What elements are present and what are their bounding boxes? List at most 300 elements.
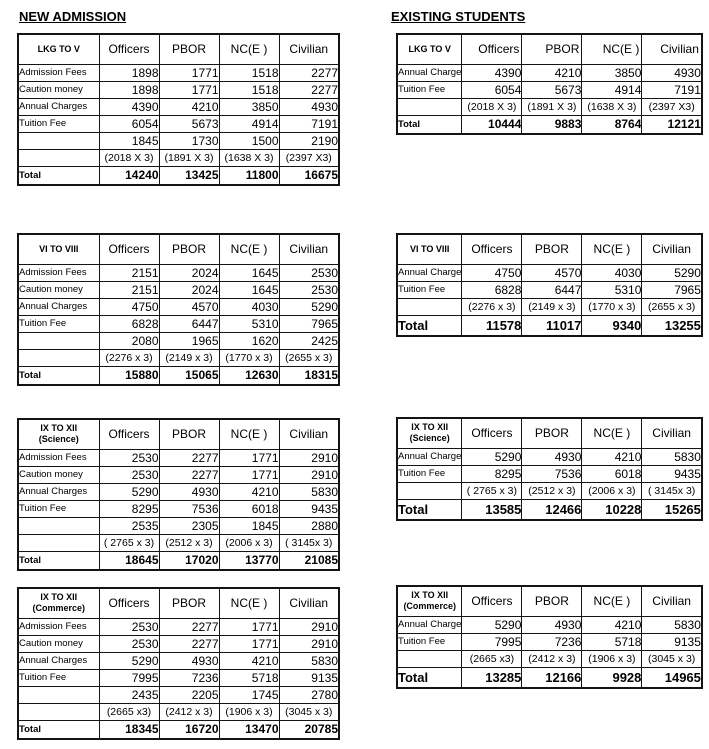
column-header: Officers bbox=[462, 418, 522, 448]
total-value: 20785 bbox=[279, 720, 339, 739]
corner-line: IX TO XII bbox=[40, 592, 78, 603]
fee-value: 7965 bbox=[642, 281, 702, 298]
fee-value: 1771 bbox=[159, 64, 219, 81]
fee-value: 5673 bbox=[159, 115, 219, 132]
row-label bbox=[18, 534, 99, 551]
fee-row bbox=[397, 281, 702, 298]
total-value: 13770 bbox=[219, 551, 279, 570]
column-header: Officers bbox=[462, 234, 522, 264]
multiplier-value: (1891 X 3) bbox=[522, 98, 582, 115]
fee-value: 4930 bbox=[642, 64, 702, 81]
table-corner-label bbox=[397, 418, 462, 448]
multiplier-value: (2412 x 3) bbox=[522, 650, 582, 667]
total-value: 9928 bbox=[582, 667, 642, 688]
total-label: Total bbox=[18, 551, 99, 570]
row-label: Annual Charge bbox=[397, 616, 462, 633]
fee-value: 4210 bbox=[582, 616, 642, 633]
row-label bbox=[18, 703, 99, 720]
row-label: Tuition Fee bbox=[18, 315, 99, 332]
column-header: NC(E ) bbox=[582, 418, 642, 448]
column-header: Officers bbox=[462, 586, 522, 616]
row-label: Admission Fees bbox=[18, 618, 99, 635]
total-value: 13585 bbox=[462, 499, 522, 520]
fee-value: 5310 bbox=[219, 315, 279, 332]
total-row bbox=[18, 720, 339, 739]
fee-value: 4570 bbox=[522, 264, 582, 281]
fee-value: 6828 bbox=[462, 281, 522, 298]
fee-value: 4210 bbox=[522, 64, 582, 81]
multiplier-row bbox=[18, 149, 339, 166]
row-label: Annual Charge bbox=[397, 64, 462, 81]
fee-row bbox=[18, 500, 339, 517]
fee-value: 2910 bbox=[279, 618, 339, 635]
fee-table-new-admission-ix-to-xii-science bbox=[17, 418, 340, 571]
column-header: PBOR bbox=[522, 418, 582, 448]
total-value: 18645 bbox=[99, 551, 159, 570]
fee-value: 5830 bbox=[279, 652, 339, 669]
fee-row bbox=[397, 81, 702, 98]
fee-row bbox=[18, 281, 339, 298]
column-header: Civilian bbox=[642, 234, 702, 264]
row-label bbox=[18, 349, 99, 366]
column-header: Civilian bbox=[279, 34, 339, 64]
fee-value: 6447 bbox=[159, 315, 219, 332]
fee-value: 9435 bbox=[642, 465, 702, 482]
fee-value: 5673 bbox=[522, 81, 582, 98]
fee-value: 5290 bbox=[462, 448, 522, 465]
corner-line: LKG TO V bbox=[37, 43, 80, 54]
row-label bbox=[18, 332, 99, 349]
fee-value: 6828 bbox=[99, 315, 159, 332]
fee-value: 7536 bbox=[159, 500, 219, 517]
fee-value: 7191 bbox=[279, 115, 339, 132]
fee-value: 4750 bbox=[462, 264, 522, 281]
section-title-existing-students: EXISTING STUDENTS bbox=[391, 9, 526, 24]
fee-value: 2530 bbox=[99, 466, 159, 483]
fee-value: 2277 bbox=[279, 81, 339, 98]
fee-value: 2190 bbox=[279, 132, 339, 149]
fee-value: 1745 bbox=[219, 686, 279, 703]
fee-value: 2425 bbox=[279, 332, 339, 349]
column-header: NC(E ) bbox=[582, 586, 642, 616]
fee-value: 2530 bbox=[99, 618, 159, 635]
fee-row bbox=[18, 669, 339, 686]
total-value: 14240 bbox=[99, 166, 159, 185]
multiplier-value: (2655 x 3) bbox=[642, 298, 702, 315]
total-label: Total bbox=[397, 315, 462, 336]
multiplier-value: (1638 X 3) bbox=[582, 98, 642, 115]
total-value: 10444 bbox=[462, 115, 522, 134]
fee-row bbox=[18, 115, 339, 132]
multiplier-value: (2149 x 3) bbox=[522, 298, 582, 315]
fee-value: 7191 bbox=[642, 81, 702, 98]
fee-value: 4930 bbox=[159, 483, 219, 500]
fee-value: 5830 bbox=[279, 483, 339, 500]
fee-row bbox=[397, 465, 702, 482]
fee-value: 1518 bbox=[219, 81, 279, 98]
fee-value: 1518 bbox=[219, 64, 279, 81]
multiplier-value: (2006 x 3) bbox=[582, 482, 642, 499]
column-header: Civilian bbox=[279, 234, 339, 264]
total-value: 16720 bbox=[159, 720, 219, 739]
total-value: 13285 bbox=[462, 667, 522, 688]
fee-table-new-admission-ix-to-xii-commerce bbox=[17, 587, 340, 740]
total-value: 11017 bbox=[522, 315, 582, 336]
fee-value: 4390 bbox=[462, 64, 522, 81]
total-label: Total bbox=[397, 115, 462, 134]
corner-line: VI TO VIII bbox=[410, 243, 450, 254]
row-label: Annual Charge bbox=[397, 264, 462, 281]
fee-value: 2880 bbox=[279, 517, 339, 534]
total-value: 11578 bbox=[462, 315, 522, 336]
fee-value: 7995 bbox=[99, 669, 159, 686]
fee-row bbox=[18, 298, 339, 315]
corner-line: IX TO XII bbox=[411, 422, 449, 433]
fee-row bbox=[397, 633, 702, 650]
total-label: Total bbox=[18, 366, 99, 385]
multiplier-value: ( 2765 x 3) bbox=[462, 482, 522, 499]
multiplier-value: (2018 X 3) bbox=[462, 98, 522, 115]
total-row bbox=[397, 115, 702, 134]
multiplier-value: (2397 X3) bbox=[279, 149, 339, 166]
fee-value: 1965 bbox=[159, 332, 219, 349]
multiplier-value: (2655 x 3) bbox=[279, 349, 339, 366]
fee-row bbox=[18, 483, 339, 500]
fee-value: 4210 bbox=[219, 483, 279, 500]
total-value: 17020 bbox=[159, 551, 219, 570]
corner-line: IX TO XII bbox=[40, 423, 78, 434]
table-corner-label bbox=[18, 34, 99, 64]
fee-value: 2277 bbox=[159, 466, 219, 483]
total-value: 18315 bbox=[279, 366, 339, 385]
row-label: Tuition Fee bbox=[18, 115, 99, 132]
row-label bbox=[18, 149, 99, 166]
fee-row bbox=[18, 466, 339, 483]
total-value: 15265 bbox=[642, 499, 702, 520]
total-row bbox=[397, 315, 702, 336]
fee-value: 4030 bbox=[582, 264, 642, 281]
fee-value: 1620 bbox=[219, 332, 279, 349]
column-header: PBOR bbox=[159, 588, 219, 618]
table-corner-label bbox=[397, 34, 462, 64]
total-value: 21085 bbox=[279, 551, 339, 570]
fee-row bbox=[18, 652, 339, 669]
row-label: Admission Fees bbox=[18, 64, 99, 81]
fee-value: 4210 bbox=[219, 652, 279, 669]
corner-line: (Commerce) bbox=[403, 601, 456, 612]
fee-value: 7236 bbox=[159, 669, 219, 686]
column-header: Civilian bbox=[279, 419, 339, 449]
fee-value: 4750 bbox=[99, 298, 159, 315]
column-header: NC(E ) bbox=[219, 34, 279, 64]
fee-value: 2151 bbox=[99, 281, 159, 298]
fee-value: 2024 bbox=[159, 264, 219, 281]
fee-row bbox=[18, 635, 339, 652]
fee-table-new-admission-lkg-to-v bbox=[17, 33, 340, 186]
fee-value: 1771 bbox=[219, 618, 279, 635]
fee-row bbox=[397, 616, 702, 633]
total-value: 9340 bbox=[582, 315, 642, 336]
fee-value: 2080 bbox=[99, 332, 159, 349]
multiplier-row bbox=[397, 98, 702, 115]
multiplier-value: (1770 x 3) bbox=[219, 349, 279, 366]
section-title-new-admission: NEW ADMISSION bbox=[19, 9, 127, 24]
column-header: NC(E ) bbox=[582, 34, 642, 64]
fee-table-existing-students-ix-to-xii-commerce bbox=[396, 585, 703, 689]
row-label: Annual Charges bbox=[18, 652, 99, 669]
fee-value: 7536 bbox=[522, 465, 582, 482]
total-row bbox=[18, 166, 339, 185]
fee-value: 6054 bbox=[462, 81, 522, 98]
fee-value: 2530 bbox=[99, 449, 159, 466]
column-header: Civilian bbox=[642, 34, 702, 64]
fee-value: 9135 bbox=[642, 633, 702, 650]
multiplier-value: (1638 X 3) bbox=[219, 149, 279, 166]
row-label bbox=[397, 650, 462, 667]
fee-value: 6447 bbox=[522, 281, 582, 298]
multiplier-value: (1770 x 3) bbox=[582, 298, 642, 315]
fee-value: 6018 bbox=[582, 465, 642, 482]
corner-line: (Science) bbox=[38, 434, 79, 445]
total-value: 9883 bbox=[522, 115, 582, 134]
table-corner-label bbox=[397, 234, 462, 264]
total-value: 12166 bbox=[522, 667, 582, 688]
total-label: Total bbox=[18, 720, 99, 739]
total-label: Total bbox=[397, 499, 462, 520]
fee-value: 5718 bbox=[582, 633, 642, 650]
fee-row bbox=[18, 81, 339, 98]
fee-value: 4210 bbox=[159, 98, 219, 115]
row-label: Tuition Fee bbox=[397, 465, 462, 482]
total-row bbox=[18, 551, 339, 570]
fee-table-existing-students-lkg-to-v bbox=[396, 33, 703, 135]
multiplier-value: (1906 x 3) bbox=[219, 703, 279, 720]
fee-value: 2910 bbox=[279, 449, 339, 466]
row-label: Tuition Fee bbox=[397, 281, 462, 298]
column-header: Officers bbox=[99, 588, 159, 618]
fee-row bbox=[18, 64, 339, 81]
row-label: Tuition Fee bbox=[397, 633, 462, 650]
column-header: Officers bbox=[99, 419, 159, 449]
fee-value: 6018 bbox=[219, 500, 279, 517]
fee-value: 2205 bbox=[159, 686, 219, 703]
fee-value: 5290 bbox=[642, 264, 702, 281]
total-value: 15065 bbox=[159, 366, 219, 385]
row-label bbox=[397, 482, 462, 499]
fee-row bbox=[397, 64, 702, 81]
fee-value: 8295 bbox=[99, 500, 159, 517]
multiplier-row bbox=[18, 534, 339, 551]
table-corner-label bbox=[18, 588, 99, 618]
fee-value: 1771 bbox=[219, 635, 279, 652]
fee-value: 2535 bbox=[99, 517, 159, 534]
row-label: Annual Charges bbox=[18, 483, 99, 500]
column-header: PBOR bbox=[522, 34, 582, 64]
fee-value: 4390 bbox=[99, 98, 159, 115]
multiplier-value: ( 3145x 3) bbox=[279, 534, 339, 551]
total-value: 13470 bbox=[219, 720, 279, 739]
corner-line: VI TO VIII bbox=[39, 243, 79, 254]
multiplier-row bbox=[397, 650, 702, 667]
multiplier-value: (1891 X 3) bbox=[159, 149, 219, 166]
multiplier-value: ( 2765 x 3) bbox=[99, 534, 159, 551]
column-header: PBOR bbox=[159, 234, 219, 264]
column-header: NC(E ) bbox=[219, 419, 279, 449]
fee-row bbox=[18, 686, 339, 703]
fee-table-new-admission-vi-to-viii bbox=[17, 233, 340, 386]
multiplier-row bbox=[18, 703, 339, 720]
table-corner-label bbox=[397, 586, 462, 616]
row-label: Tuition Fee bbox=[397, 81, 462, 98]
total-value: 12466 bbox=[522, 499, 582, 520]
column-header: PBOR bbox=[159, 34, 219, 64]
fee-row bbox=[397, 448, 702, 465]
multiplier-value: (2018 X 3) bbox=[99, 149, 159, 166]
multiplier-value: (2397 X3) bbox=[642, 98, 702, 115]
total-value: 12121 bbox=[642, 115, 702, 134]
total-value: 14965 bbox=[642, 667, 702, 688]
row-label: Annual Charges bbox=[18, 298, 99, 315]
row-label: Admission Fees bbox=[18, 264, 99, 281]
fee-value: 1771 bbox=[219, 466, 279, 483]
fee-value: 1771 bbox=[159, 81, 219, 98]
fee-row bbox=[18, 517, 339, 534]
fee-row bbox=[18, 98, 339, 115]
fee-value: 4930 bbox=[522, 616, 582, 633]
multiplier-value: (1906 x 3) bbox=[582, 650, 642, 667]
column-header: Officers bbox=[99, 234, 159, 264]
fee-value: 1845 bbox=[99, 132, 159, 149]
corner-line: (Science) bbox=[409, 433, 450, 444]
fee-row bbox=[18, 132, 339, 149]
fee-value: 2024 bbox=[159, 281, 219, 298]
row-label bbox=[18, 132, 99, 149]
column-header: NC(E ) bbox=[219, 234, 279, 264]
fee-value: 4930 bbox=[159, 652, 219, 669]
corner-line: (Commerce) bbox=[32, 603, 85, 614]
column-header: Officers bbox=[99, 34, 159, 64]
multiplier-row bbox=[397, 482, 702, 499]
total-value: 8764 bbox=[582, 115, 642, 134]
fee-value: 2530 bbox=[279, 281, 339, 298]
fee-value: 4030 bbox=[219, 298, 279, 315]
fee-value: 7965 bbox=[279, 315, 339, 332]
fee-value: 2530 bbox=[279, 264, 339, 281]
row-label: Admission Fees bbox=[18, 449, 99, 466]
row-label: Caution money bbox=[18, 81, 99, 98]
fee-value: 6054 bbox=[99, 115, 159, 132]
total-value: 13425 bbox=[159, 166, 219, 185]
fee-value: 2277 bbox=[159, 449, 219, 466]
total-value: 18345 bbox=[99, 720, 159, 739]
fee-value: 4210 bbox=[582, 448, 642, 465]
multiplier-value: (2149 x 3) bbox=[159, 349, 219, 366]
corner-line: LKG TO V bbox=[408, 43, 451, 54]
multiplier-value: (2512 x 3) bbox=[522, 482, 582, 499]
fee-value: 7995 bbox=[462, 633, 522, 650]
row-label: Caution money bbox=[18, 466, 99, 483]
fee-value: 5290 bbox=[99, 652, 159, 669]
total-label: Total bbox=[18, 166, 99, 185]
row-label: Tuition Fee bbox=[18, 669, 99, 686]
fee-value: 7236 bbox=[522, 633, 582, 650]
fee-value: 2277 bbox=[279, 64, 339, 81]
multiplier-value: (2276 x 3) bbox=[99, 349, 159, 366]
multiplier-value: (3045 x 3) bbox=[279, 703, 339, 720]
fee-table-existing-students-ix-to-xii-science bbox=[396, 417, 703, 521]
row-label: Caution money bbox=[18, 635, 99, 652]
table-corner-label bbox=[18, 234, 99, 264]
total-value: 12630 bbox=[219, 366, 279, 385]
total-value: 11800 bbox=[219, 166, 279, 185]
column-header: Civilian bbox=[642, 586, 702, 616]
total-value: 13255 bbox=[642, 315, 702, 336]
fee-value: 4570 bbox=[159, 298, 219, 315]
column-header: PBOR bbox=[522, 586, 582, 616]
fee-value: 9135 bbox=[279, 669, 339, 686]
row-label: Annual Charge bbox=[397, 448, 462, 465]
fee-value: 4930 bbox=[522, 448, 582, 465]
fee-row bbox=[18, 264, 339, 281]
column-header: NC(E ) bbox=[219, 588, 279, 618]
column-header: PBOR bbox=[159, 419, 219, 449]
multiplier-row bbox=[397, 298, 702, 315]
fee-row bbox=[397, 264, 702, 281]
fee-value: 9435 bbox=[279, 500, 339, 517]
multiplier-value: ( 3145x 3) bbox=[642, 482, 702, 499]
multiplier-value: (2665 x3) bbox=[99, 703, 159, 720]
fee-value: 4914 bbox=[582, 81, 642, 98]
total-row bbox=[397, 499, 702, 520]
fee-value: 2530 bbox=[99, 635, 159, 652]
fee-value: 5290 bbox=[279, 298, 339, 315]
fee-value: 4914 bbox=[219, 115, 279, 132]
fee-value: 1898 bbox=[99, 81, 159, 98]
fee-value: 1500 bbox=[219, 132, 279, 149]
multiplier-value: (2006 x 3) bbox=[219, 534, 279, 551]
multiplier-value: (2276 x 3) bbox=[462, 298, 522, 315]
fee-value: 5290 bbox=[99, 483, 159, 500]
fee-value: 1645 bbox=[219, 264, 279, 281]
fee-value: 5830 bbox=[642, 448, 702, 465]
fee-value: 5718 bbox=[219, 669, 279, 686]
total-value: 10228 bbox=[582, 499, 642, 520]
fee-value: 8295 bbox=[462, 465, 522, 482]
total-row bbox=[18, 366, 339, 385]
total-row bbox=[397, 667, 702, 688]
column-header: Civilian bbox=[642, 418, 702, 448]
fee-value: 3850 bbox=[582, 64, 642, 81]
fee-value: 4930 bbox=[279, 98, 339, 115]
fee-value: 1645 bbox=[219, 281, 279, 298]
column-header: NC(E ) bbox=[582, 234, 642, 264]
fee-value: 1845 bbox=[219, 517, 279, 534]
total-value: 16675 bbox=[279, 166, 339, 185]
corner-line: IX TO XII bbox=[411, 590, 449, 601]
row-label: Caution money bbox=[18, 281, 99, 298]
fee-value: 5830 bbox=[642, 616, 702, 633]
row-label: Annual Charges bbox=[18, 98, 99, 115]
fee-value: 2305 bbox=[159, 517, 219, 534]
fee-value: 1730 bbox=[159, 132, 219, 149]
multiplier-value: (2665 x3) bbox=[462, 650, 522, 667]
multiplier-value: (3045 x 3) bbox=[642, 650, 702, 667]
fee-value: 1898 bbox=[99, 64, 159, 81]
fee-row bbox=[18, 449, 339, 466]
fee-value: 1771 bbox=[219, 449, 279, 466]
fee-value: 2910 bbox=[279, 466, 339, 483]
column-header: Officers bbox=[462, 34, 522, 64]
